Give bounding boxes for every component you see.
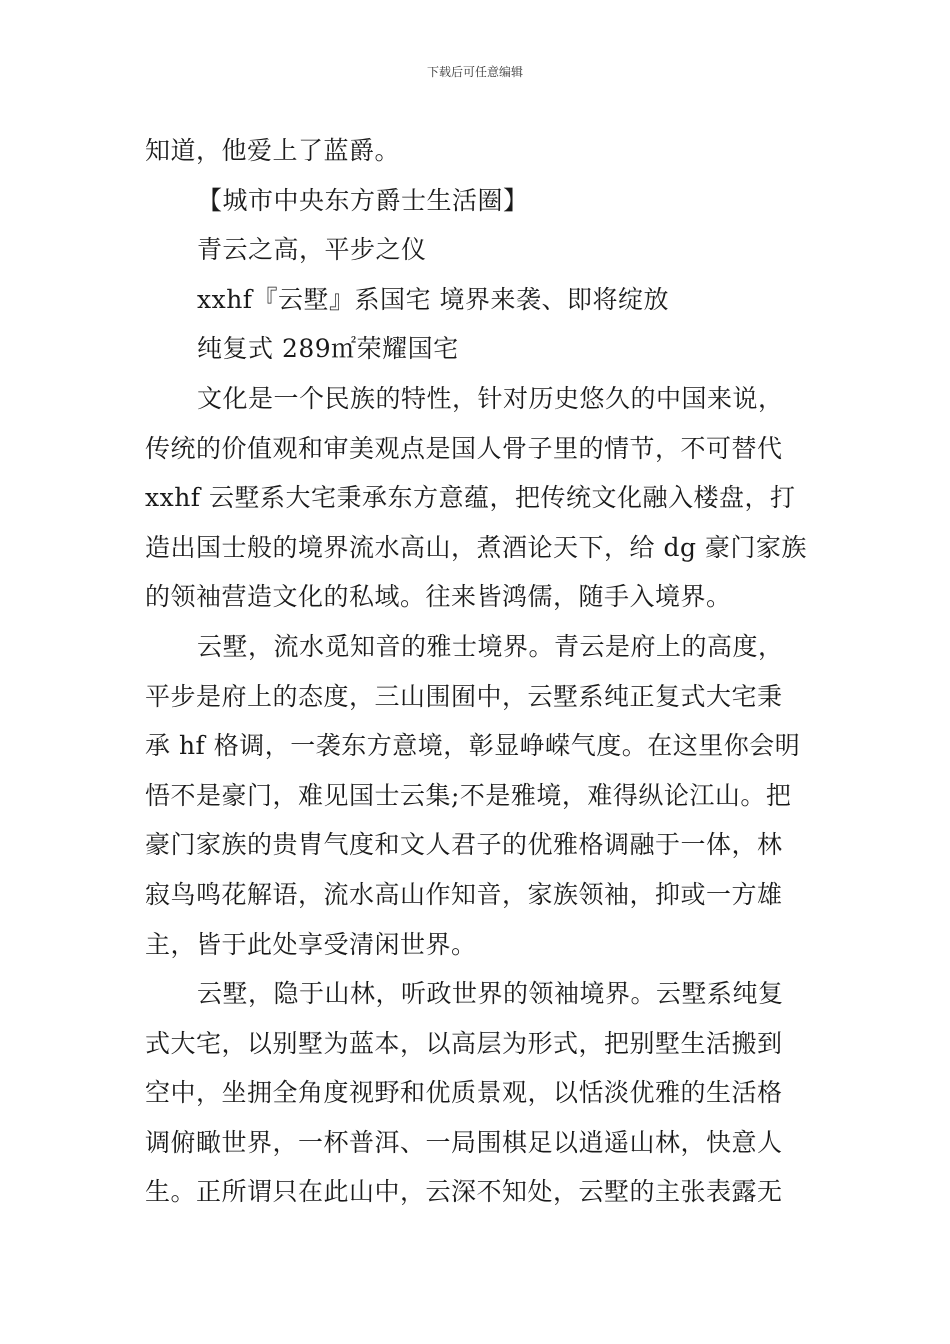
text-line: 平步是府上的态度，三山围囿中，云墅系纯正复式大宅秉 [145,681,783,711]
text-line: 豪门家族的贵胄气度和文人君子的优雅格调融于一体，林 [145,830,783,860]
text-line: 知道，他爱上了蓝爵。 [145,136,401,165]
text-line: 空中，坐拥全角度视野和优质景观，以恬淡优雅的生活格 [145,1078,783,1108]
document-body [145,126,809,1217]
text-line: 文化是一个民族的特性，针对历史悠久的中国来说， [197,383,784,413]
text-line: 纯复式 289㎡荣耀国宅 [197,334,459,364]
text-line: 云墅，流水觅知音的雅士境界。青云是府上的高度， [197,631,784,661]
text-line: 式大宅，以别墅为蓝本，以高层为形式，把别墅生活搬到 [145,1028,783,1058]
text-line: xxhf 云墅系大宅秉承东方意蕴，把传统文化融入楼盘，打 [145,483,796,513]
text-line: xxhf『云墅』系国宅 境界来袭、即将绽放 [197,284,670,314]
text-line: 造出国士般的境界流水高山，煮酒论天下，给 dg 豪门家族 [145,532,807,562]
text-line: 寂鸟鸣花解语，流水高山作知音，家族领袖，抑或一方雄 [145,879,783,909]
text-line: 传统的价值观和审美观点是国人骨子里的情节，不可替代 [145,433,783,463]
text-line: 生。正所谓只在此山中，云深不知处，云墅的主张表露无 [145,1177,783,1207]
text-line: 承 hf 格调，一袭东方意境，彰显峥嵘气度。在这里你会明 [145,731,801,761]
text-line: 的领袖营造文化的私域。往来皆鸿儒，随手入境界。 [145,582,732,612]
text-line: 【城市中央东方爵士生活圈】 [197,185,529,215]
text-line: 调俯瞰世界，一杯普洱、一局围棋足以逍遥山林，快意人 [145,1127,783,1157]
text-line: 青云之高，平步之仪 [197,235,427,265]
text-line: 云墅，隐于山林，听政世界的领袖境界。云墅系纯复 [197,979,784,1009]
text-line: 主，皆于此处享受清闲世界。 [145,929,477,959]
page-header: 下载后可任意编辑 [426,65,523,79]
text-line: 悟不是豪门，难见国士云集;不是雅境，难得纵论江山。把 [145,780,792,810]
